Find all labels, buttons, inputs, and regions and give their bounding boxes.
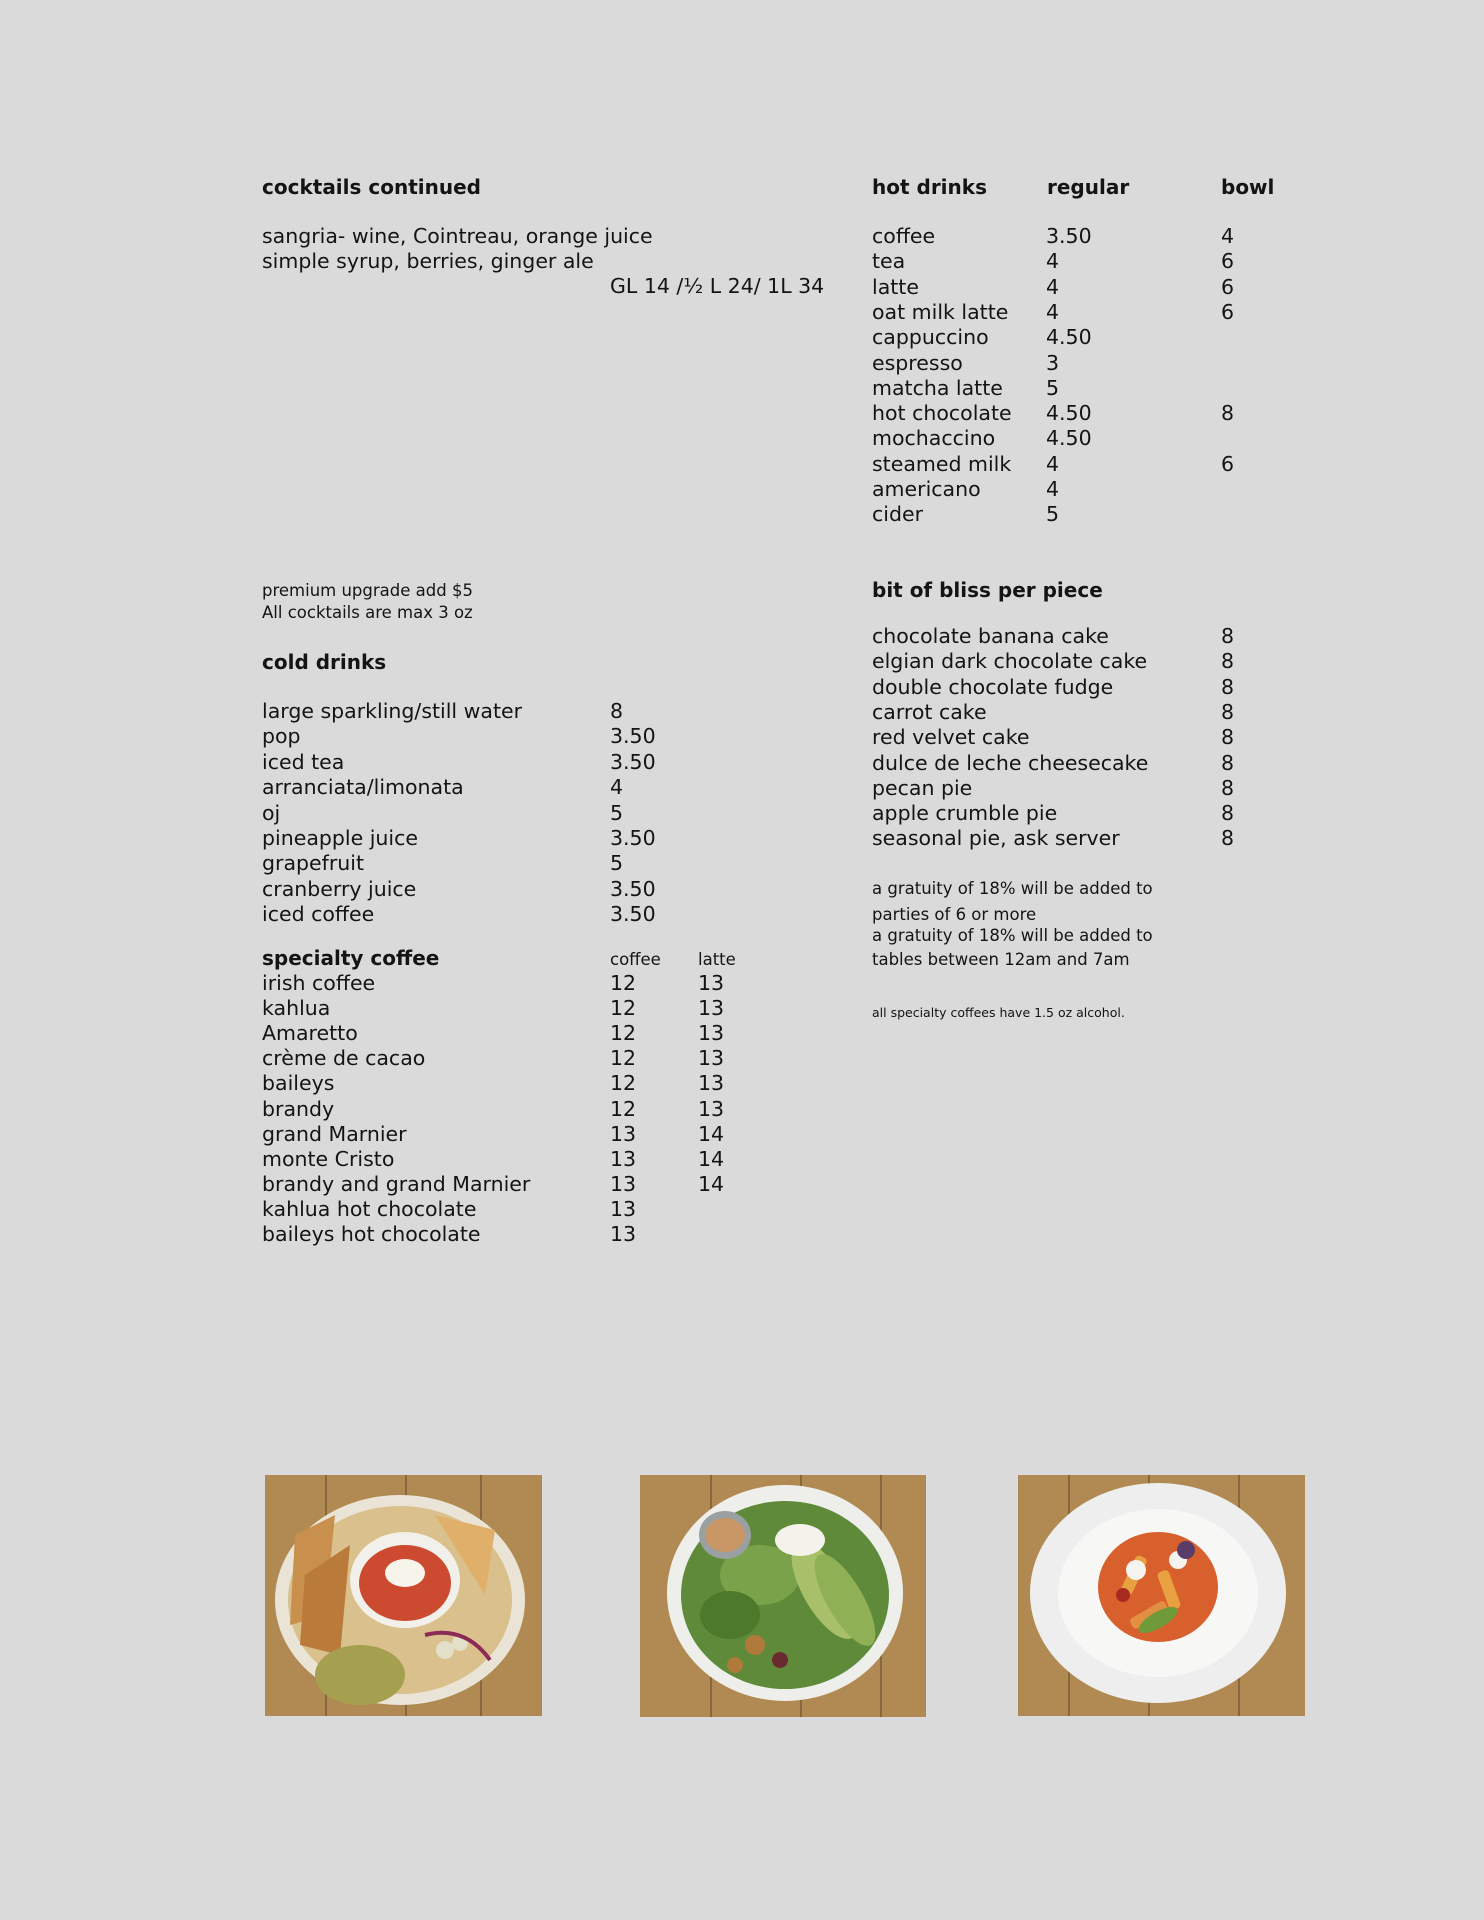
item-price: 5 [610, 851, 624, 876]
coffee-price: 12 [610, 1071, 637, 1096]
item-name: arranciata/limonata [262, 775, 464, 800]
item-name: cranberry juice [262, 876, 417, 901]
item-name: kahlua [262, 996, 331, 1021]
latte-price: 14 [698, 1146, 725, 1171]
regular-price: 4.50 [1046, 426, 1092, 451]
latte-price: 13 [698, 1046, 725, 1071]
item-name: espresso [872, 350, 963, 375]
item-name: elgian dark chocolate cake [872, 649, 1148, 674]
item-price: 3.50 [610, 876, 656, 901]
latte-price: 13 [698, 1071, 725, 1096]
bowl-price: 6 [1221, 249, 1235, 274]
regular-price: 4.50 [1046, 401, 1092, 426]
cold-drinks-heading: cold drinks [262, 650, 387, 674]
gratuity-note: parties of 6 or more [872, 905, 1037, 924]
item-price: 4 [610, 775, 624, 800]
latte-price: 13 [698, 971, 725, 995]
cocktail-description-line: sangria- wine, Cointreau, orange juice [262, 224, 653, 248]
item-price: 8 [1221, 750, 1235, 775]
item-name: pineapple juice [262, 826, 418, 850]
coffee-price: 12 [610, 1021, 637, 1046]
item-name: dulce de leche cheesecake [872, 750, 1149, 775]
item-name: steamed milk [872, 451, 1012, 476]
item-name: oat milk latte [872, 299, 1009, 324]
item-name: latte [872, 274, 919, 299]
item-name: pop [262, 724, 301, 749]
gratuity-note: a gratuity of 18% will be added to [872, 926, 1153, 945]
item-price: 3.50 [610, 902, 656, 927]
regular-price: 3 [1046, 350, 1060, 375]
item-name: brandy [262, 1096, 335, 1121]
item-name: large sparkling/still water [262, 699, 523, 723]
item-name: tea [872, 249, 906, 274]
regular-price: 3.50 [1046, 224, 1092, 248]
bowl-price: 4 [1221, 224, 1235, 248]
item-name: mochaccino [872, 426, 996, 451]
coffee-column-header: coffee [610, 950, 661, 969]
coffee-price: 12 [610, 1096, 637, 1121]
item-price: 8 [1221, 801, 1235, 826]
item-name: grand Marnier [262, 1121, 407, 1146]
item-name: double chocolate fudge [872, 674, 1114, 699]
item-name: carrot cake [872, 699, 987, 724]
item-name: grapefruit [262, 851, 364, 876]
pasta-plate-photo [1018, 1475, 1305, 1716]
item-name: iced coffee [262, 902, 375, 927]
item-name: pecan pie [872, 775, 973, 800]
item-name: matcha latte [872, 375, 1003, 400]
alcohol-note: all specialty coffees have 1.5 oz alcohol. [872, 1005, 1125, 1020]
latte-column-header: latte [698, 950, 736, 969]
latte-price: 14 [698, 1121, 725, 1146]
cocktail-note: premium upgrade add $5 [262, 581, 473, 600]
item-name: americano [872, 477, 981, 501]
item-name: baileys hot chocolate [262, 1222, 481, 1246]
item-price: 3.50 [610, 826, 656, 850]
item-name: cider [872, 502, 924, 527]
dip-platter-photo [265, 1475, 542, 1716]
item-name: monte Cristo [262, 1146, 395, 1171]
coffee-price: 13 [610, 1121, 637, 1146]
regular-price: 4 [1046, 249, 1060, 274]
coffee-price: 13 [610, 1171, 637, 1196]
specialty-coffee-heading: specialty coffee [262, 946, 440, 970]
item-name: coffee [872, 224, 936, 248]
item-name: oj [262, 800, 281, 825]
latte-price: 13 [698, 1021, 725, 1046]
item-price: 8 [610, 699, 624, 723]
latte-price: 13 [698, 1096, 725, 1121]
item-name: red velvet cake [872, 725, 1030, 750]
bowl-price: 6 [1221, 299, 1235, 324]
bowl-price: 8 [1221, 401, 1235, 426]
gratuity-note: tables between 12am and 7am [872, 950, 1130, 969]
coffee-price: 12 [610, 971, 637, 995]
item-name: baileys [262, 1071, 335, 1096]
bliss-heading: bit of bliss per piece [872, 578, 1103, 602]
coffee-price: 13 [610, 1196, 637, 1221]
item-price: 8 [1221, 775, 1235, 800]
item-name: apple crumble pie [872, 801, 1058, 826]
item-name: cappuccino [872, 325, 989, 350]
item-name: crème de cacao [262, 1046, 426, 1071]
bowl-price: 6 [1221, 274, 1235, 299]
item-price: 8 [1221, 725, 1235, 750]
hot-drinks-heading: hot drinks [872, 175, 987, 199]
coffee-price: 12 [610, 996, 637, 1021]
cocktails-heading: cocktails continued [262, 175, 481, 199]
item-price: 3.50 [610, 749, 656, 774]
item-name: iced tea [262, 749, 345, 774]
item-price: 8 [1221, 674, 1235, 699]
item-name: Amaretto [262, 1021, 358, 1046]
regular-price: 4 [1046, 477, 1060, 501]
regular-column-header: regular [1047, 175, 1130, 199]
regular-price: 4 [1046, 274, 1060, 299]
item-name: seasonal pie, ask server [872, 826, 1120, 851]
item-name: kahlua hot chocolate [262, 1196, 477, 1221]
latte-price: 13 [698, 996, 725, 1021]
item-name: chocolate banana cake [872, 624, 1109, 648]
gratuity-note: a gratuity of 18% will be added to [872, 879, 1153, 898]
item-price: 8 [1221, 649, 1235, 674]
regular-price: 4 [1046, 299, 1060, 324]
item-name: brandy and grand Marnier [262, 1171, 531, 1196]
latte-price: 14 [698, 1171, 725, 1196]
cocktail-description-line: simple syrup, berries, ginger ale [262, 249, 594, 273]
cocktail-note: All cocktails are max 3 oz [262, 603, 473, 622]
bowl-price: 6 [1221, 451, 1235, 476]
item-price: 5 [610, 800, 624, 825]
regular-price: 5 [1046, 375, 1060, 400]
coffee-price: 13 [610, 1222, 637, 1246]
regular-price: 4 [1046, 451, 1060, 476]
item-name: irish coffee [262, 971, 376, 995]
regular-price: 5 [1046, 502, 1060, 527]
coffee-price: 13 [610, 1146, 637, 1171]
item-price: 8 [1221, 826, 1235, 851]
coffee-price: 12 [610, 1046, 637, 1071]
salad-bowl-photo [640, 1475, 926, 1717]
regular-price: 4.50 [1046, 325, 1092, 350]
item-price: 8 [1221, 699, 1235, 724]
cocktail-price: GL 14 /½ L 24/ 1L 34 [610, 274, 825, 298]
item-price: 8 [1221, 624, 1235, 648]
item-name: hot chocolate [872, 401, 1012, 426]
item-price: 3.50 [610, 724, 656, 749]
bowl-column-header: bowl [1221, 175, 1275, 199]
